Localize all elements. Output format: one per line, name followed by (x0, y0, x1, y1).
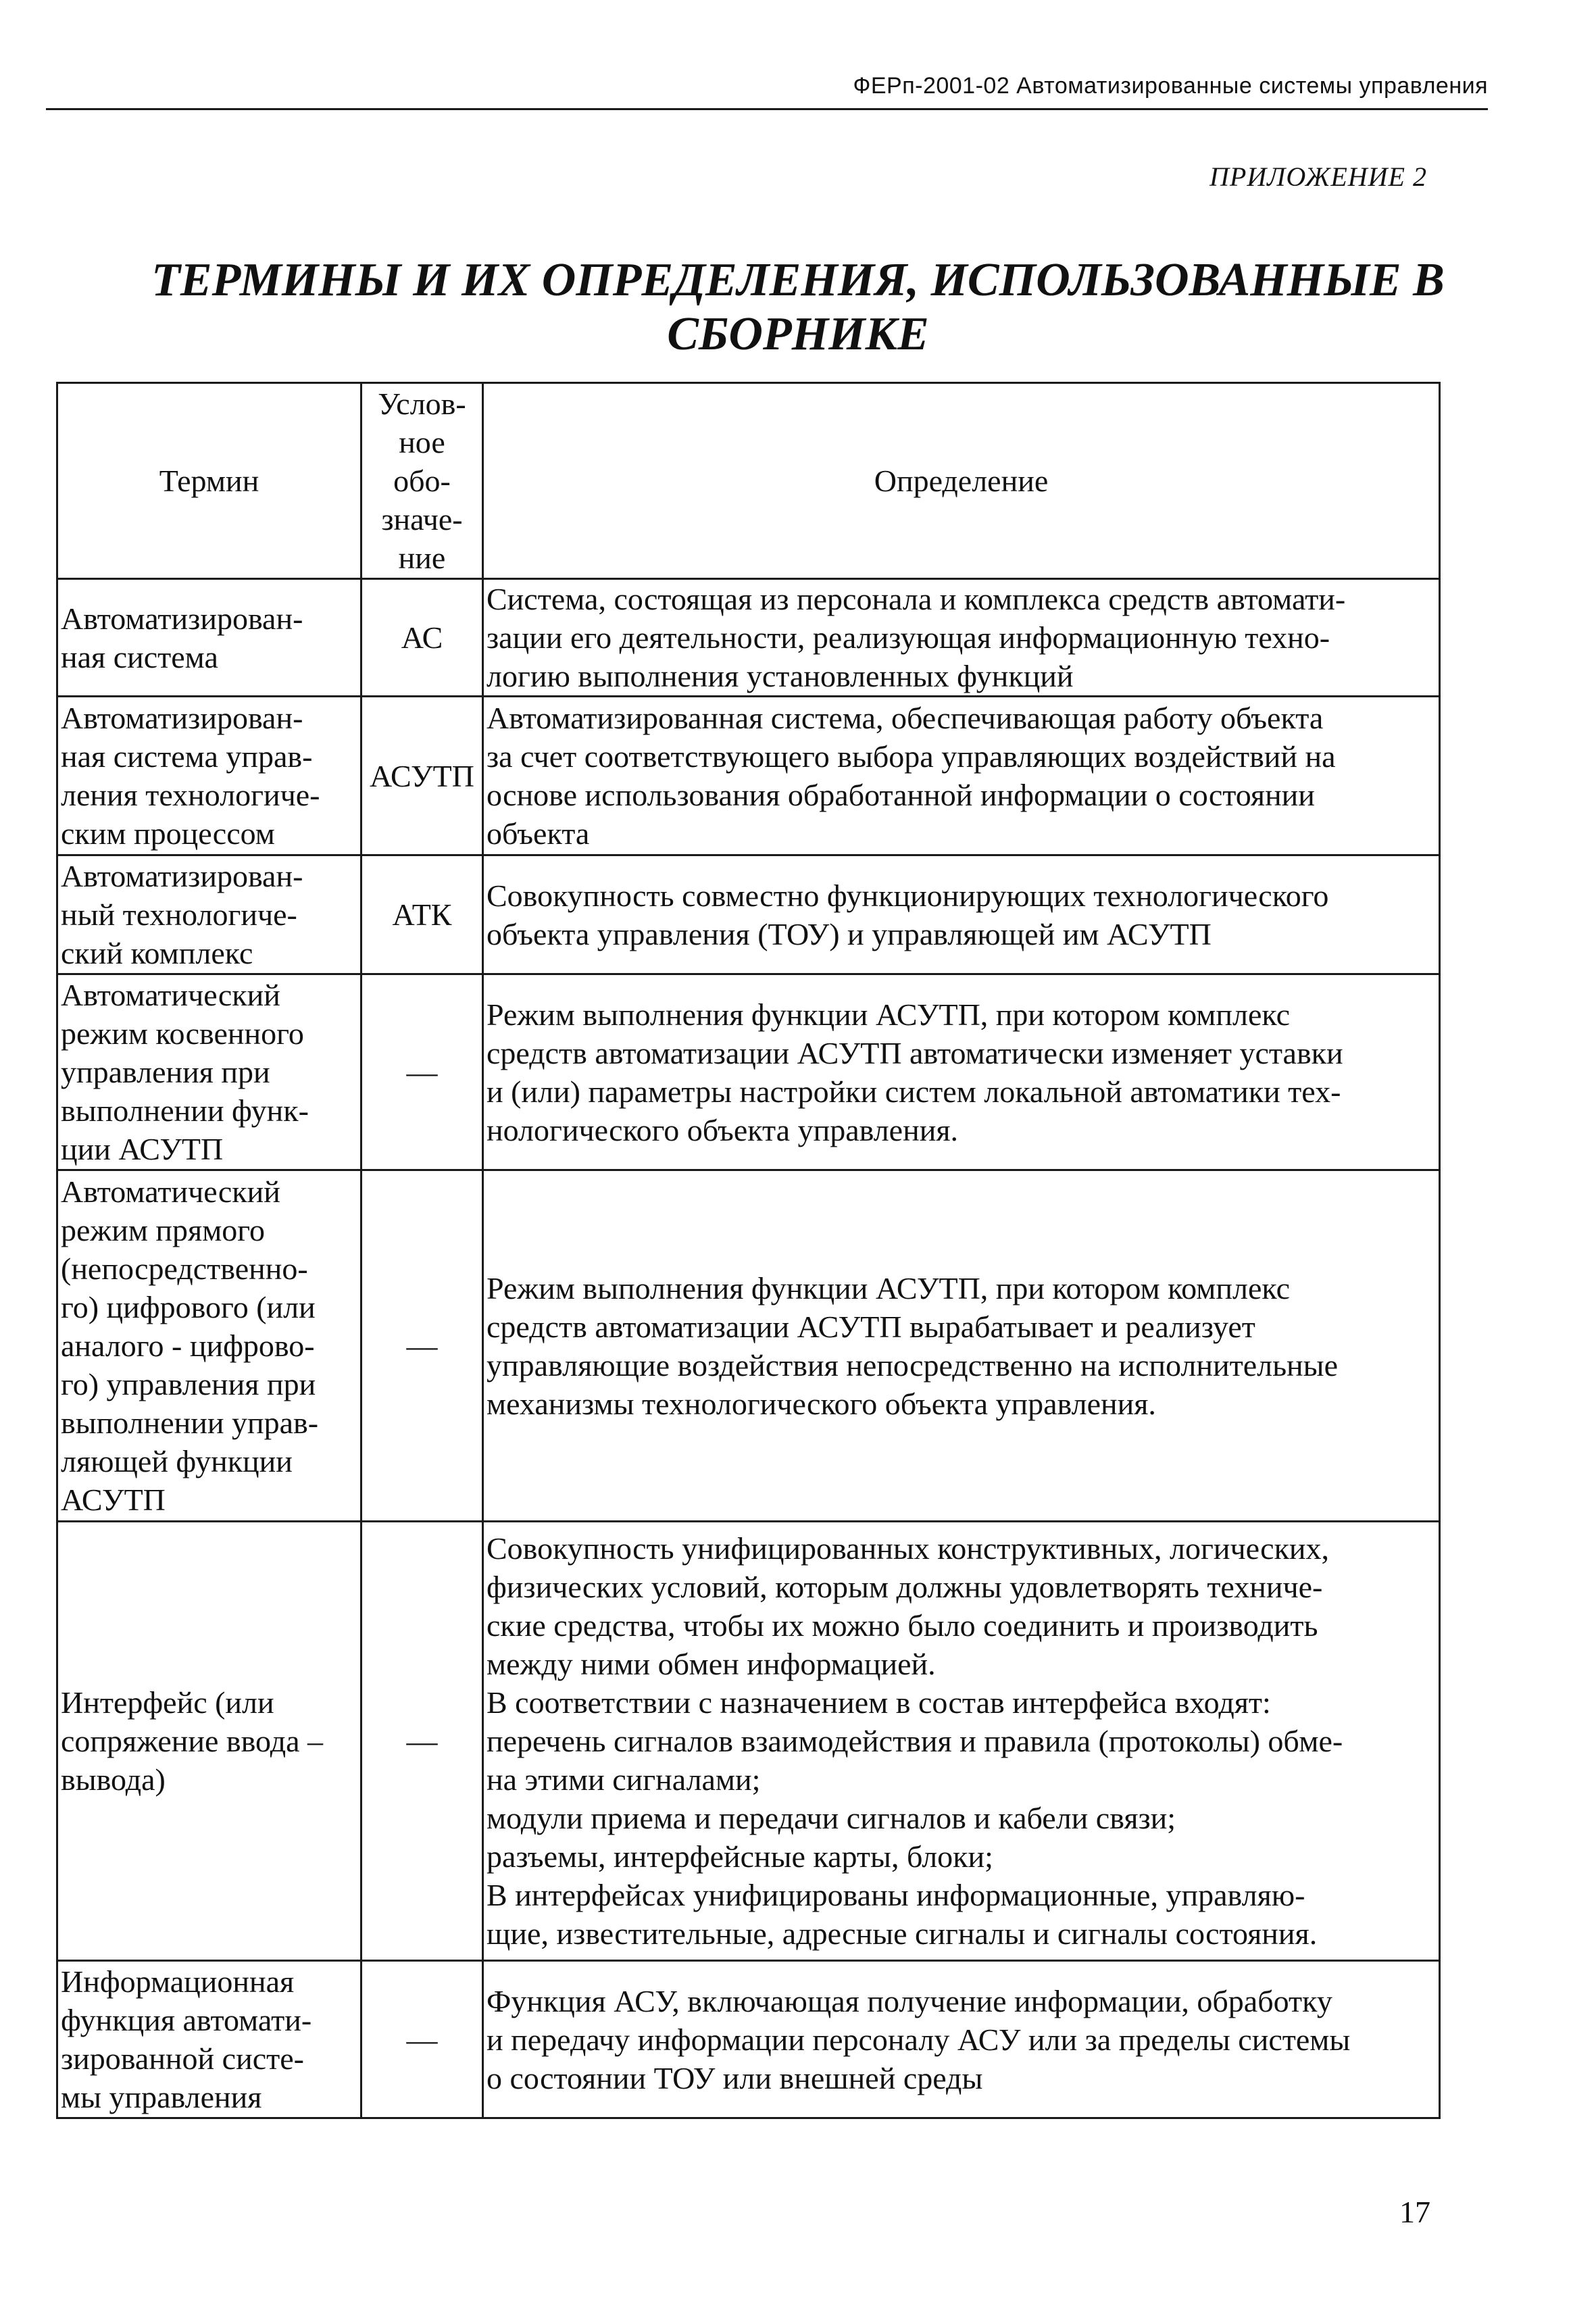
term-line: вывода) (61, 1762, 166, 1797)
term-line: АСУТП (61, 1483, 166, 1517)
term-line: ции АСУТП (61, 1132, 224, 1166)
definition-cell (483, 579, 1440, 697)
term-line: Автоматический (61, 978, 280, 1012)
table-row (57, 1170, 1440, 1522)
table-row (57, 579, 1440, 697)
definition-line: В интерфейсах унифицированы информационные, управляю- (487, 1878, 1305, 1912)
definition-line: нологического объекта управления. (487, 1112, 958, 1147)
definition-line: Режим выполнения функции АСУТП, при котором комплекс (487, 1270, 1291, 1305)
definition-line: Совокупность унифицированных конструктивных, логических, (487, 1531, 1330, 1566)
definition-line: и (или) параметры настройки систем локальной автоматики тех- (487, 1074, 1341, 1109)
page-number: 17 (1399, 2195, 1430, 2229)
abbreviation-cell: — (361, 1961, 483, 2118)
header-abbreviation-line: Услов- (378, 387, 466, 421)
abbreviation-cell: — (361, 1170, 483, 1522)
definition-cell (483, 1170, 1440, 1522)
table-row (57, 974, 1440, 1170)
term-line: аналого - цифрово- (61, 1328, 315, 1363)
term-line: Автоматизирован- (61, 701, 303, 735)
definition-line: перечень сигналов взаимодействия и правила (протоколы) обме- (487, 1724, 1343, 1758)
term-line: выполнении функ- (61, 1093, 309, 1128)
table-header-row (57, 383, 1440, 579)
term-line: ная система (61, 639, 218, 674)
definition-cell (483, 697, 1440, 855)
term-line: ная система управ- (61, 739, 313, 774)
definition-line: В соответствии с назначением в состав интерфейса входят: (487, 1685, 1271, 1720)
abbreviation-cell: — (361, 974, 483, 1170)
definition-line: средств автоматизации АСУТП вырабатывает и реализует (487, 1309, 1255, 1344)
abbreviation-cell: АС (361, 579, 483, 697)
term-line: ляющей функции (61, 1444, 293, 1478)
term-line: Интерфейс (или (61, 1685, 274, 1720)
document-title (0, 253, 1596, 362)
term-line: ный технологиче- (61, 897, 297, 932)
abbreviation-cell: АСУТП (361, 697, 483, 855)
definition-line: логию выполнения установленных функций (487, 659, 1074, 693)
header-abbreviation-line: ние (398, 541, 446, 575)
definition-line: за счет соответствующего выбора управляющих воздействий на (487, 739, 1336, 774)
definition-line: о состоянии ТОУ или внешней среды (487, 2060, 983, 2095)
definition-line: управляющие воздействия непосредственно на исполнительные (487, 1347, 1338, 1383)
definition-line: Система, состоящая из персонала и комплекса средств автомати- (487, 582, 1346, 616)
header-rule (46, 108, 1488, 110)
definition-line: между ними обмен информацией. (487, 1647, 936, 1681)
term-cell (57, 1961, 361, 2118)
running-header: ФЕРп-2001-02 Автоматизированные системы управления (853, 73, 1488, 99)
definition-line: Функция АСУ, включающая получение информации, обработку (487, 1983, 1332, 2018)
header-abbreviation-line: обо- (393, 464, 451, 498)
definition-line: Совокупность совместно функционирующих технологического (487, 878, 1329, 913)
table-row (57, 855, 1440, 974)
abbreviation-cell: АТК (361, 855, 483, 974)
document-title-line-2: СБОРНИКЕ (667, 308, 929, 360)
term-line: выполнении управ- (61, 1405, 319, 1440)
term-cell (57, 974, 361, 1170)
definition-line: объекта (487, 816, 590, 851)
term-line: Автоматизирован- (61, 859, 303, 893)
term-line: режим прямого (61, 1213, 266, 1247)
term-line: ский комплекс (61, 936, 253, 970)
term-line: ским процессом (61, 816, 275, 851)
header-definition: Определение (483, 383, 1440, 579)
definition-cell (483, 974, 1440, 1170)
header-abbreviation-line: значе- (381, 502, 463, 537)
term-line: мы управления (61, 2080, 262, 2114)
definition-line: объекта управления (ТОУ) и управляющей им АСУТП (487, 916, 1212, 951)
definition-line: средств автоматизации АСУТП автоматически изменяет уставки (487, 1035, 1343, 1070)
table-row (57, 697, 1440, 855)
definition-line: зации его деятельности, реализующая информационную техно- (487, 620, 1330, 655)
term-cell (57, 855, 361, 974)
header-term: Термин (57, 383, 361, 579)
term-line: Информационная (61, 1964, 295, 1999)
definition-line: и передачу информации персоналу АСУ или за пределы системы (487, 2022, 1351, 2057)
term-line: управления при (61, 1055, 270, 1089)
definition-line: модули приема и передачи сигналов и кабели связи; (487, 1801, 1176, 1835)
definition-cell (483, 855, 1440, 974)
term-cell (57, 1170, 361, 1522)
term-line: Автоматизирован- (61, 601, 303, 636)
term-line: (непосредственно- (61, 1251, 308, 1286)
term-cell (57, 579, 361, 697)
term-line: режим косвенного (61, 1016, 304, 1051)
header-abbreviation (361, 383, 483, 579)
abbreviation-cell: — (361, 1522, 483, 1961)
term-line: Автоматический (61, 1174, 280, 1209)
definition-cell (483, 1961, 1440, 2118)
term-cell (57, 697, 361, 855)
table-row (57, 1961, 1440, 2118)
definition-line: механизмы технологического объекта управления. (487, 1386, 1156, 1421)
term-cell (57, 1522, 361, 1961)
term-line: го) управления при (61, 1367, 316, 1401)
terms-table (56, 382, 1441, 2119)
definition-line: ские средства, чтобы их можно было соединить и производить (487, 1608, 1318, 1643)
definition-cell (483, 1522, 1440, 1961)
term-line: го) цифрового (или (61, 1290, 316, 1324)
appendix-label: ПРИЛОЖЕНИЕ 2 (1210, 161, 1427, 192)
term-line: функция автомати- (61, 2003, 312, 2037)
document-title-line-1: ТЕРМИНЫ И ИХ ОПРЕДЕЛЕНИЯ, ИСПОЛЬЗОВАННЫЕ В (151, 254, 1445, 306)
definition-line: разъемы, интерфейсные карты, блоки; (487, 1839, 993, 1874)
term-line: ления технологиче- (61, 778, 320, 812)
definition-line: Режим выполнения функции АСУТП, при котором комплекс (487, 997, 1291, 1032)
definition-line: основе использования обработанной информации о состоянии (487, 778, 1315, 812)
header-abbreviation-line: ное (399, 425, 445, 459)
definition-line: щие, известительные, адресные сигналы и сигналы состояния. (487, 1916, 1318, 1951)
definition-line: Автоматизированная система, обеспечивающая работу объекта (487, 701, 1324, 735)
term-line: зированной систе- (61, 2041, 304, 2076)
definition-line: физических условий, которым должны удовлетворять техниче- (487, 1570, 1323, 1604)
definition-line: на этими сигналами; (487, 1762, 761, 1797)
table-row (57, 1522, 1440, 1961)
term-line: сопряжение ввода – (61, 1724, 324, 1758)
